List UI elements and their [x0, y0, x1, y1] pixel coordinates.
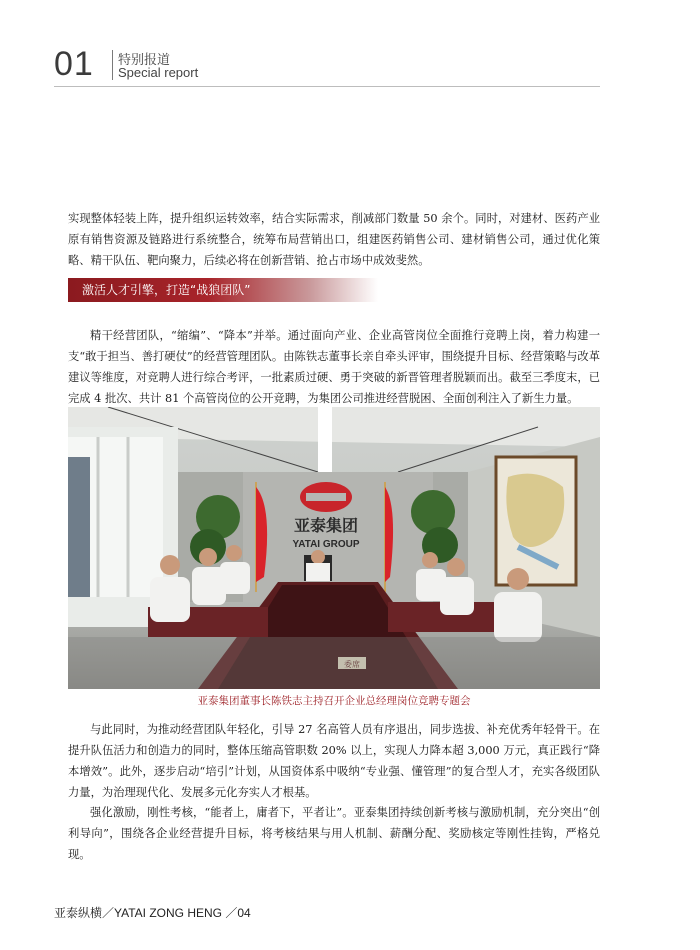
section-title-en: Special report — [118, 65, 199, 80]
meeting-photo — [68, 407, 600, 689]
section-number: 01 — [54, 45, 94, 83]
paragraph-1: 实现整体轻装上阵，提升组织运转效率，结合实际需求，削减部门数量 50 余个。同时，对建材、医药产业原有销售资源及链路进行系统整合，统筹布局营销出口，组建医药销售公司、建材销售公司，通过优化策略、精干队伍、靶向聚力，后续必将在创新营销、抢占市场中成效斐然。 — [68, 212, 600, 267]
paragraph-3: 与此同时，为推动经营团队年轻化，引导 27 名高管人员有序退出，同步选拔、补充优秀年轻骨干。在提升队伍活力和创造力的同时，整体压缩高管职数 20% 以上，实现人力降本超 3,000 万元，真正践行“降本增效”。此外，逐步启动“培引”计划，从国资体系中吸纳“专业强、懂管理”的复合型人才，充实各级团队力量，为治理现代化、发展多元化夯实人才根基。 — [68, 723, 600, 799]
subheading-banner — [68, 278, 378, 302]
logo-text-zh: 亚泰集团 — [293, 516, 359, 535]
section-divider — [112, 50, 113, 80]
paragraph-4: 强化激励，刚性考核，“能者上，庸者下，平者让”。亚泰集团持续创新考核与激励机制，充分突出“创利导向”，围绕各企业经营提升目标，将考核结果与用人机制、薪酬分配、奖励核定等刚性挂钩，严格兑现。 — [68, 806, 600, 861]
section-header — [54, 40, 614, 86]
meeting-photo-illustration — [68, 407, 600, 689]
section-title-zh: 特别报道 — [118, 53, 171, 68]
photo-caption: 亚泰集团董事长陈铁志主持召开企业总经理岗位竞聘专题会 — [197, 695, 471, 707]
paragraph-2: 精干经营团队，“缩编”、“降本”并举。通过面向产业、企业高管岗位全面推行竞聘上岗，着力构建一支“敢于担当、善打硬仗”的经营管理团队。由陈铁志董事长亲自牵头评审，围绕提升目标、经营策略与改革建议等维度，对竞聘人进行综合考评，一批素质过硬、勇于突破的新晋管理者脱颖而出。截至三季度末，已完成 4 批次、共计 81 个高管岗位的公开竞聘，为集团公司推进经营脱困、全面创利注入了新生力量。 — [68, 329, 600, 405]
page-footer: 亚泰纵横／YATAI ZONG HENG ／04 — [54, 906, 251, 920]
logo-text-en: YATAI GROUP — [292, 539, 360, 550]
nameplate-text: 委席 — [344, 660, 360, 669]
header-rule — [54, 86, 600, 87]
subheading-text: 激活人才引擎，打造“战狼团队” — [82, 283, 251, 297]
